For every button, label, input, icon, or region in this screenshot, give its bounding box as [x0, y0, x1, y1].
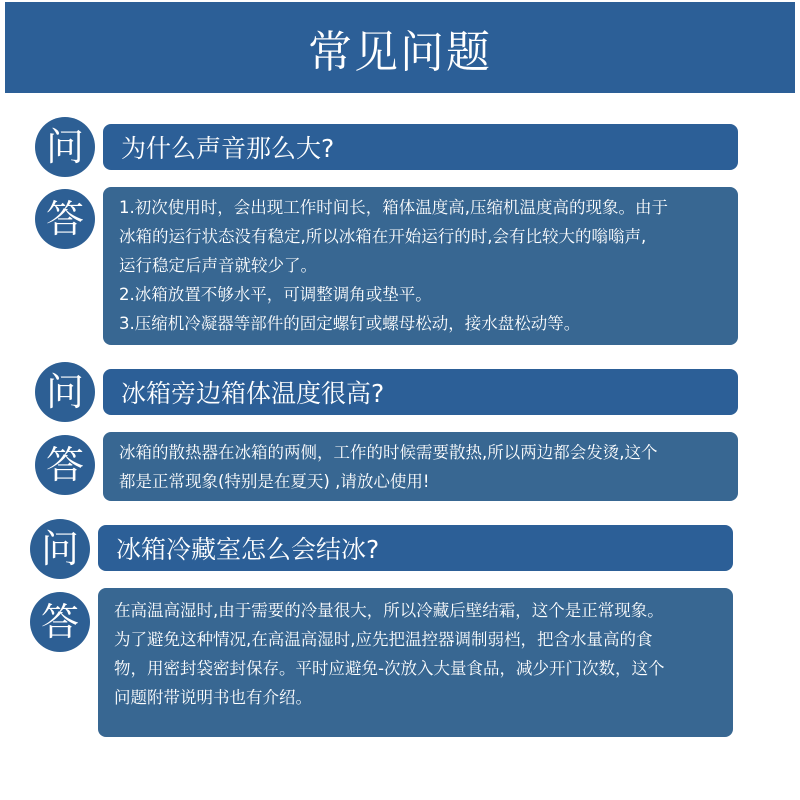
faq-answer-3 — [98, 588, 733, 737]
answer-line: 冰箱的运行状态没有稳定,所以冰箱在开始运行的时,会有比较大的嗡嗡声, — [119, 227, 647, 246]
answer-line: 问题附带说明书也有介绍。 — [114, 688, 312, 707]
question-badge-icon: 问 — [35, 117, 95, 177]
answer-line: 物，用密封袋密封保存。平时应避免-次放入大量食品，减少开门次数，这个 — [114, 659, 665, 678]
answer-line: 为了避免这种情况,在高温高湿时,应先把温控器调制弱档，把含水量高的食 — [114, 630, 653, 649]
faq-question-3 — [98, 525, 733, 571]
question-badge-icon: 问 — [30, 519, 90, 579]
answer-line: 都是正常现象(特别是在夏天) ,请放心使用! — [119, 472, 430, 491]
page-title: 常见问题 — [308, 26, 492, 78]
answer-line: 冰箱的散热器在冰箱的两侧，工作的时候需要散热,所以两边都会发烫,这个 — [119, 443, 658, 462]
faq-answer-2 — [103, 432, 738, 501]
answer-line: 3.压缩机冷凝器等部件的固定螺钉或螺母松动，接水盘松动等。 — [119, 314, 581, 333]
faq-answer-1 — [103, 187, 738, 345]
answer-line: 2.冰箱放置不够水平，可调整调角或垫平。 — [119, 285, 432, 304]
answer-line: 运行稳定后声音就较少了。 — [119, 256, 317, 275]
answer-badge-icon: 答 — [30, 592, 90, 652]
question-badge-icon: 问 — [35, 362, 95, 422]
faq-question-1 — [103, 124, 738, 170]
header-banner — [5, 2, 795, 93]
question-text: 冰箱冷藏室怎么会结冰? — [116, 535, 380, 564]
answer-badge-icon: 答 — [35, 189, 95, 249]
answer-line: 1.初次使用时，会出现工作时间长，箱体温度高,压缩机温度高的现象。由于 — [119, 198, 668, 217]
question-text: 冰箱旁边箱体温度很高? — [121, 379, 385, 408]
answer-badge-icon: 答 — [35, 435, 95, 495]
question-text: 为什么声音那么大? — [121, 134, 335, 163]
faq-question-2 — [103, 369, 738, 415]
answer-line: 在高温高湿时,由于需要的冷量很大，所以冷藏后壁结霜，这个是正常现象。 — [114, 601, 664, 620]
